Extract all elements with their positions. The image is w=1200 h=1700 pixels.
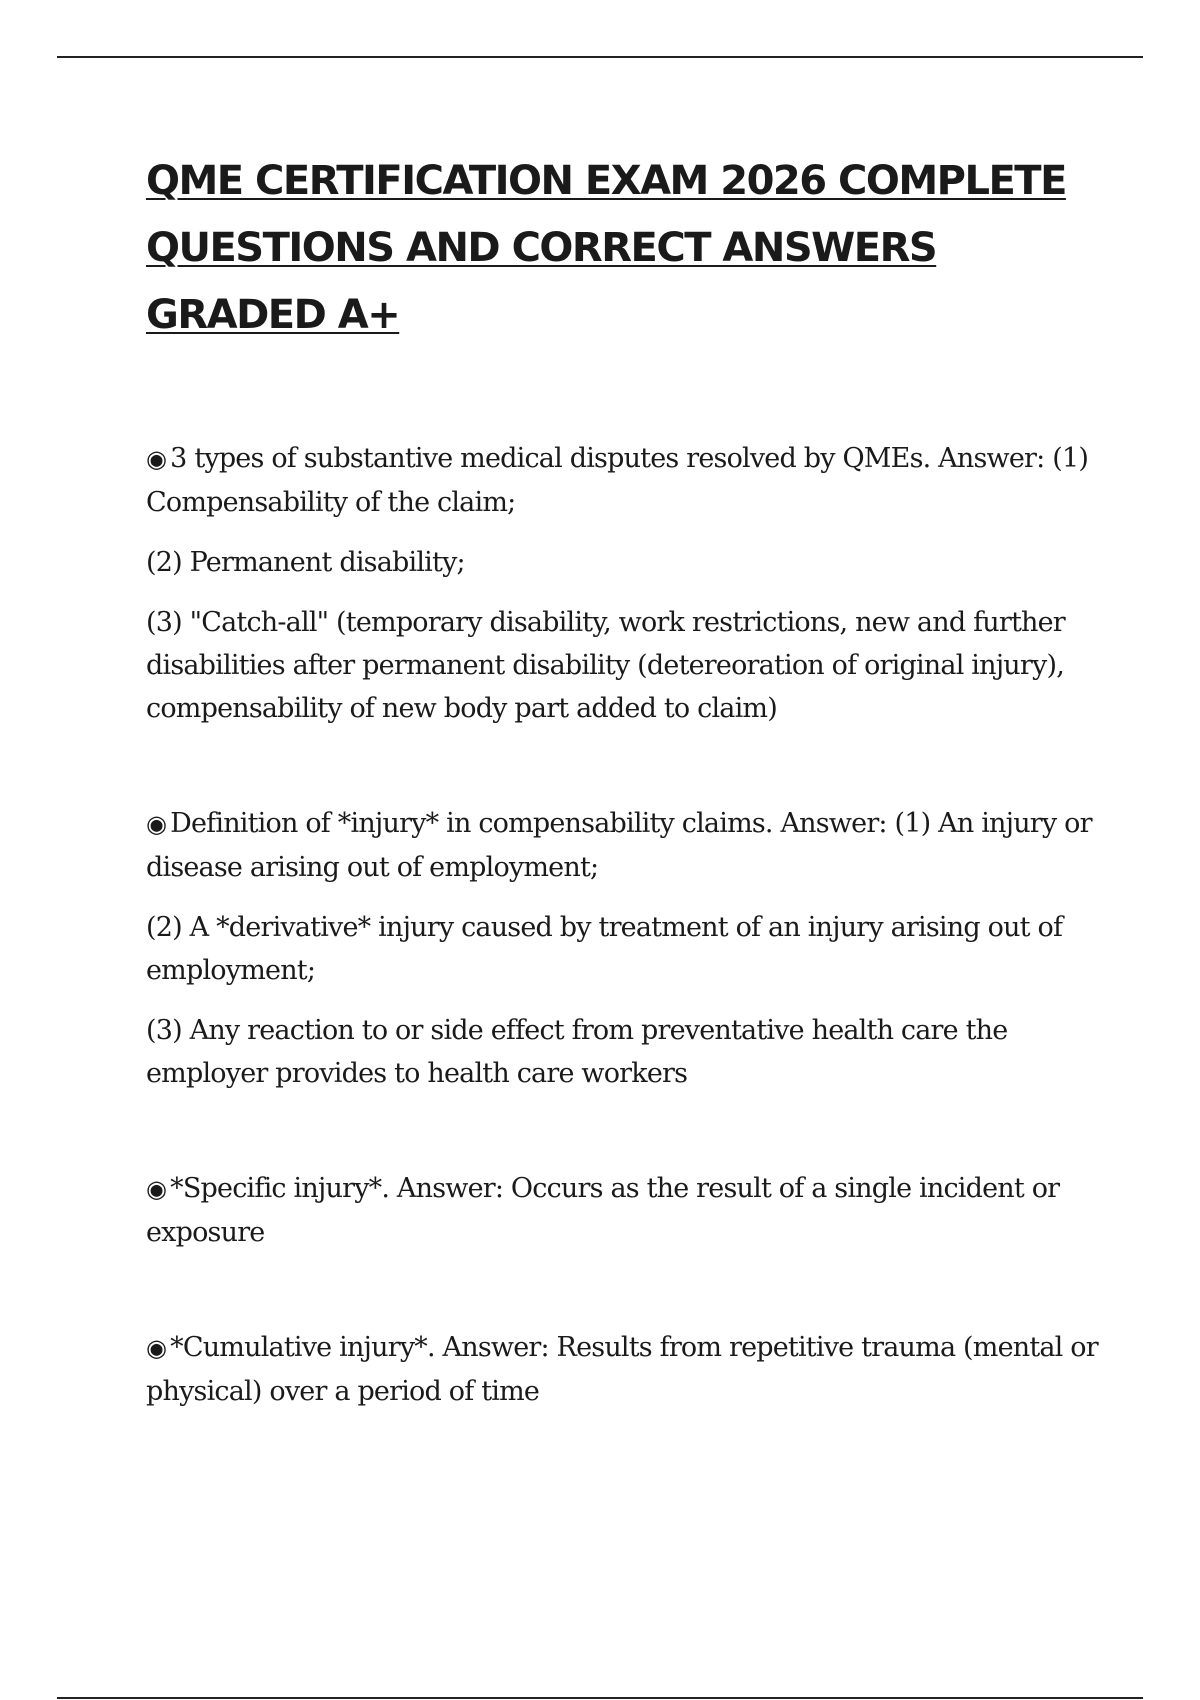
top-rule <box>57 56 1143 58</box>
qa-paragraph <box>146 1326 1106 1413</box>
qa-item <box>146 437 1106 730</box>
bullet-icon: ◉ <box>146 1175 167 1203</box>
title-line: GRADED A+ <box>146 292 400 338</box>
qa-list <box>146 437 1106 1413</box>
qa-paragraph: (3) "Catch-all" (temporary disability, work restrictions, new and further disabilities after permanent disability (detereoration of original injury), compensability of new body part added to claim) <box>146 607 1065 724</box>
question-answer-text: Definition of *injury* in compensability claims. Answer: (1) An injury or disease arising out of employment; <box>146 808 1092 883</box>
qa-paragraph <box>146 1167 1106 1254</box>
document-title <box>146 148 1106 349</box>
qa-paragraph <box>146 437 1106 524</box>
bullet-icon: ◉ <box>146 445 167 473</box>
title-line: QUESTIONS AND CORRECT ANSWERS <box>146 225 937 271</box>
title-line: QME CERTIFICATION EXAM 2026 COMPLETE <box>146 158 1066 204</box>
question-answer-text: 3 types of substantive medical disputes resolved by QMEs. Answer: (1) Compensability of the claim; <box>146 443 1089 518</box>
qa-item <box>146 802 1106 1095</box>
question-answer-text: *Cumulative injury*. Answer: Results from repetitive trauma (mental or physical) over a period of time <box>146 1332 1098 1407</box>
qa-paragraph <box>146 802 1106 889</box>
qa-paragraph: (2) A *derivative* injury caused by treatment of an injury arising out of employment; <box>146 912 1063 986</box>
qa-item <box>146 1167 1106 1254</box>
qa-paragraph: (3) Any reaction to or side effect from preventative health care the employer provides to health care workers <box>146 1015 1008 1089</box>
qa-paragraph: (2) Permanent disability; <box>146 547 465 578</box>
qa-item <box>146 1326 1106 1413</box>
bottom-rule <box>57 1697 1143 1699</box>
bullet-icon: ◉ <box>146 810 167 838</box>
question-answer-text: *Specific injury*. Answer: Occurs as the result of a single incident or exposure <box>146 1173 1060 1248</box>
bullet-icon: ◉ <box>146 1334 167 1362</box>
document-body <box>146 148 1106 1413</box>
